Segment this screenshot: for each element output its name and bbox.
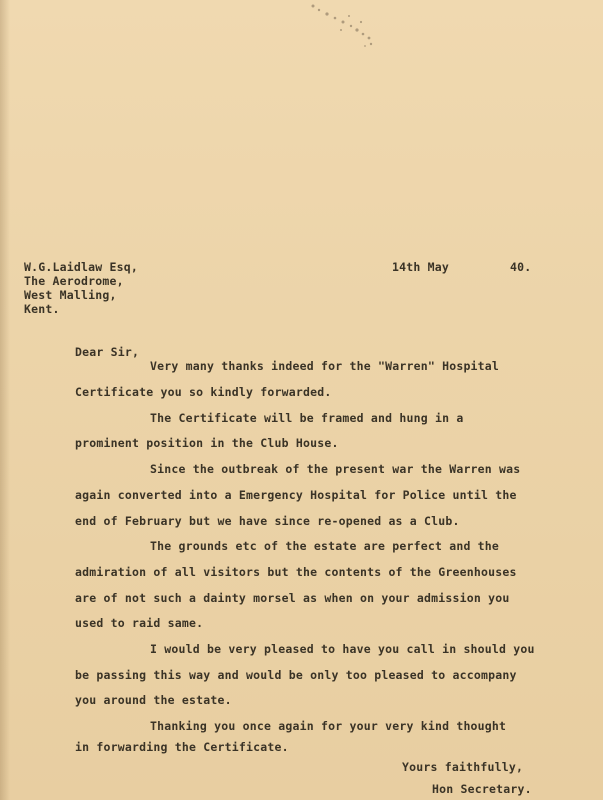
body-line: are of not such a dainty morsel as when on your admission you [75,591,510,605]
body-line: end of February but we have since re-opened as a Club. [75,514,460,528]
body-line: used to raid same. [75,616,204,630]
page-edge-shadow [0,0,10,800]
body-line: The grounds etc of the estate are perfect and the [150,539,500,553]
body-line: be passing this way and would be only too pleased to accompany [75,668,517,682]
body-line: you around the estate. [75,693,232,707]
recipient-address-line: The Aerodrome, [24,274,124,288]
body-line: Since the outbreak of the present war the Warren was [150,462,521,476]
ink-smudge-marks [305,0,385,60]
letter-date: 14th May [392,260,449,274]
body-line: Very many thanks indeed for the "Warren" Hospital [150,359,500,373]
recipient-address-line: Kent. [24,302,60,316]
body-line: in forwarding the Certificate. [75,740,289,754]
body-line: admiration of all visitors but the contents of the Greenhouses [75,565,517,579]
salutation: Dear Sir, [75,345,140,359]
recipient-address-line: West Malling, [24,288,117,302]
body-line: prominent position in the Club House. [75,436,339,450]
body-line: Certificate you so kindly forwarded. [75,385,332,399]
body-line: again converted into a Emergency Hospital for Police until the [75,488,517,502]
closing: Yours faithfully, [402,760,524,774]
body-line: The Certificate will be framed and hung in a [150,411,464,425]
recipient-name: W.G.Laidlaw Esq, [24,260,138,274]
body-line: Thanking you once again for your very kind thought [150,719,507,733]
body-line: I would be very pleased to have you call in should you [150,642,535,656]
letter-year: 40. [510,260,532,274]
signatory-title: Hon Secretary. [432,782,532,796]
